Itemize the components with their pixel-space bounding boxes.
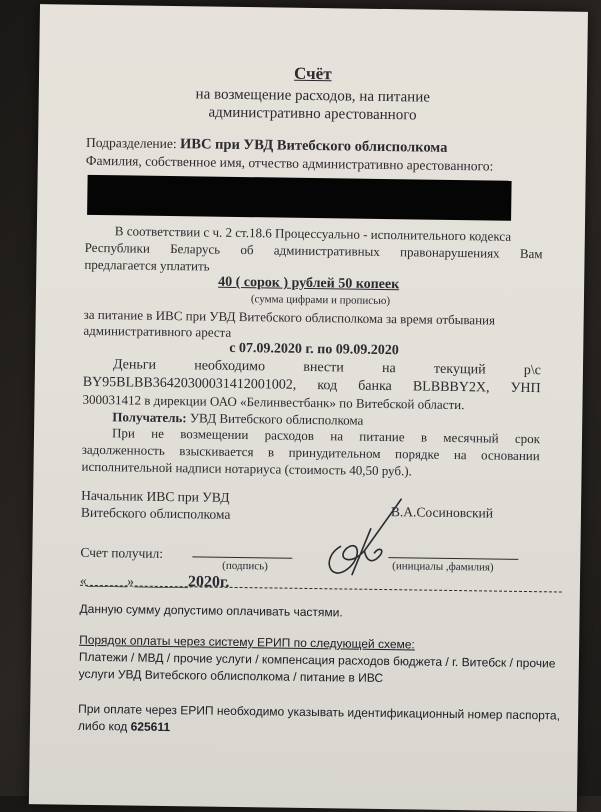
body-line-2: Республики Беларусь об административных правонарушениях Вам [84, 239, 543, 262]
subtitle-line-1: на возмещение расходов, на питание [195, 86, 431, 106]
amount-value: 40 ( сорок ) рублей 50 копеек [218, 274, 400, 293]
erip-note-line-2 [78, 719, 170, 734]
debt-line-3: исполнительной надписи нотариуса (стоимость 40,50 руб.). [81, 458, 412, 479]
erip-code-label: либо код [77, 718, 128, 734]
date-blank: «______»________ [79, 572, 189, 590]
signature-line [192, 556, 292, 558]
purpose-line-1: за питание в ИВС при УВД Витебского облисполкома за время отбывания [83, 306, 496, 328]
chief-line-2: Витебского облисполкома [80, 504, 231, 522]
erip-heading: Порядок оплаты через систему ЕРИП по следующей схеме: [79, 632, 415, 652]
date-row [80, 572, 230, 592]
period-value: с 07.09.2020 г. по 09.09.2020 [229, 340, 399, 359]
chief-name: В.А.Сосиновский [390, 504, 494, 521]
department-value: ИВС при УВД Витебского облисполкома [179, 136, 448, 156]
debt-line-1: При не возмещении расходов на питание в месячный срок [111, 425, 541, 447]
erip-path-line-1: Платежи / МВД / прочие услуги / компенсация расходов бюджета / г. Витебск / прочие [78, 649, 556, 671]
document-title: Счёт [293, 63, 332, 84]
redacted-name-block [87, 175, 512, 221]
debt-line-2: задолженность взыскивается в принудительном порядке на основании [81, 441, 540, 464]
purpose-line-2: административного ареста [83, 322, 232, 340]
erip-path-line-2: услуги УВД Витебского облисполкома / питание в ИВС [78, 666, 384, 686]
received-label: Счет получил: [80, 544, 164, 561]
signature-note: (подпись) [222, 559, 268, 573]
subtitle-line-2: административно арестованного [208, 104, 417, 124]
erip-note-line-1: При оплате через ЕРИП необходимо указывать идентификационный номер паспорта, [78, 701, 561, 723]
initials-note: (инициалы ,фамилия) [392, 560, 494, 574]
money-line-1: Деньги необходимо внести на текущий р\с [112, 357, 542, 379]
invoice-sheet [29, 4, 588, 812]
installments-note: Данную сумму допустимо оплачивать частями. [79, 601, 343, 620]
body-line-3: предлагается уплатить [84, 256, 210, 274]
recipient-value: УВД Витебского облисполкома [189, 410, 364, 428]
recipient-label: Получатель: [112, 409, 187, 426]
signature-scribble [300, 488, 421, 590]
person-label: Фамилия, собственное имя, отчество административно арестованного: [85, 152, 494, 174]
amount-note: (сумма цифрами и прописью) [250, 293, 391, 308]
date-year: 2020г. [187, 573, 230, 591]
body-line-1: В соответствии с ч. 2 ст.18.6 Процессуально - исполнительного кодекса [114, 223, 512, 244]
department-label: Подразделение: [85, 134, 177, 152]
erip-code: 625611 [130, 719, 171, 735]
money-line-2: BY95BLBB36420300031412001002, код банка BLBBBY2X, УНП [82, 374, 541, 397]
money-line-3: 300031412 в дирекции ОАО «Белинвестбанк» по Витебской области. [82, 391, 465, 413]
chief-line-1: Начальник ИВС при УВД [81, 487, 230, 505]
